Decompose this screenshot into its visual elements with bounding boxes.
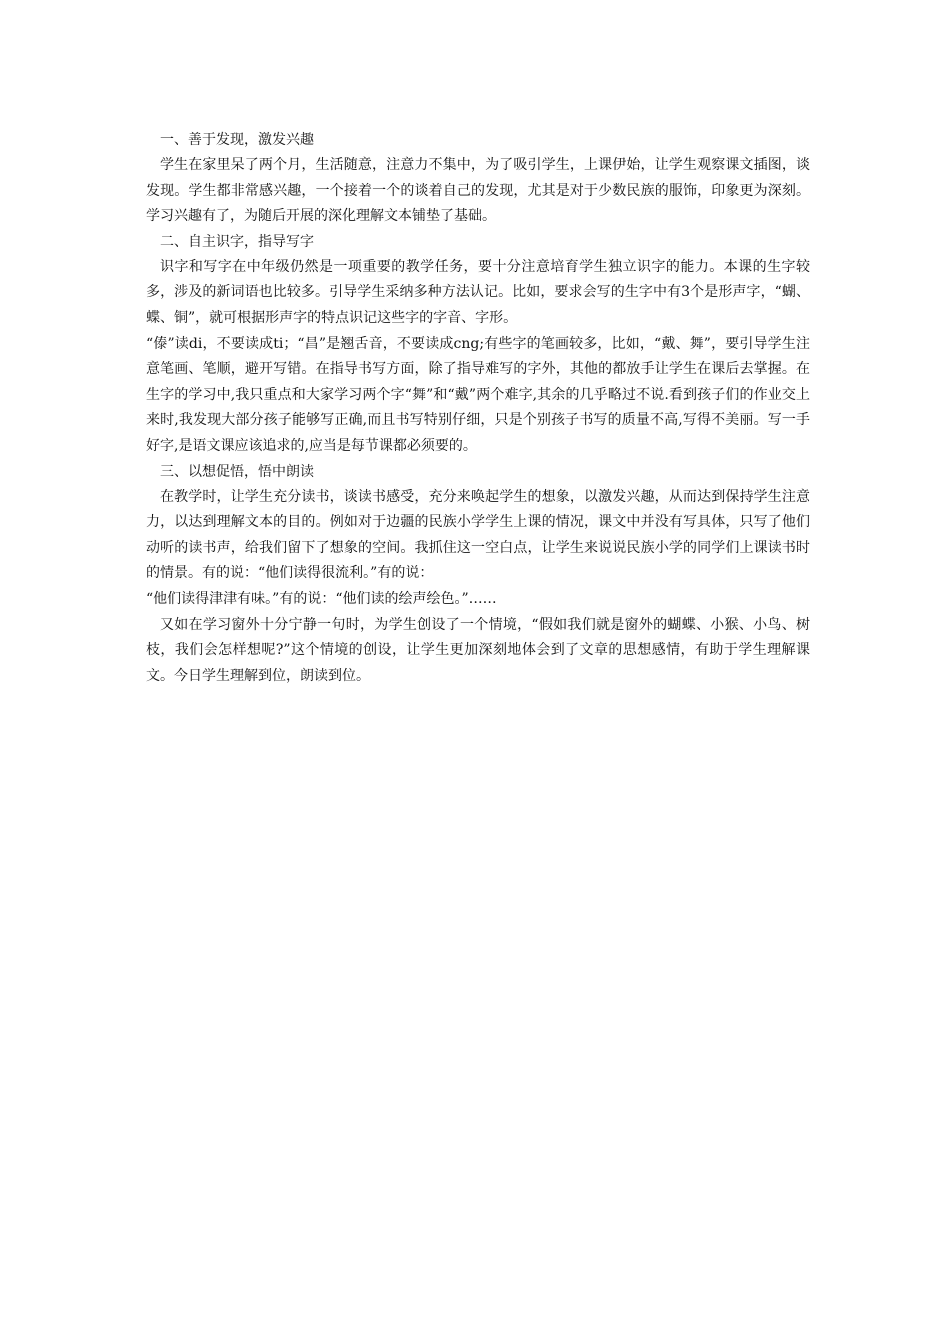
section-heading-2: 二、自主识字，指导写字 — [160, 233, 314, 250]
section-1-paragraph-1: 学生在家里呆了两个月，生活随意，注意力不集中，为了吸引学生，上课伊始，让学生观察课文插图，谈发现。学生都非常感兴趣，一个接着一个的谈着自己的发现，尤其是对于少数民族的服饰，印象更为深刻。学习兴趣有了，为随后开展的深化理解文本铺垫了基础。 — [146, 157, 810, 225]
section-heading-1: 一、善于发现，激发兴趣 — [160, 132, 314, 148]
section-3-paragraph-3: 又如在学习窗外十分宁静一句时，为学生创设了一个情境，“假如我们就是窗外的蝴蝶、小猴、小鸟、树枝，我们会怎样想呢?”这个情境的创设，让学生更加深刻地体会到了文章的思想感情，有助于学生理解课文。今日学生理解到位，朗读到位。 — [146, 616, 810, 684]
section-heading-3: 三、以想促悟，悟中朗读 — [160, 463, 314, 480]
section-2-paragraph-2: “傣”读di，不要读成ti；“昌”是翘舌音，不要读成cng;有些字的笔画较多，比如，“戴、舞”，要引导学生注意笔画、笔顺，避开写错。在指导书写方面，除了指导难写的字外，其他的都放手让学生在课后去掌握。在生字的学习中,我只重点和大家学习两个字“舞”和“戴”两个难字,其余的几乎略过不说.看到孩子们的作业交上来时,我发现大部分孩子能够写正确,而且书写特别仔细，只是个别孩子书写的质量不高,写得不美丽。写一手好字,是语文课应该追求的,应当是每节课都必须要的。 — [146, 335, 810, 454]
document-page — [146, 128, 810, 689]
section-3-paragraph-2: “他们读得津津有味。”有的说：“他们读的绘声绘色。”…… — [146, 590, 497, 607]
section-2-paragraph-1: 识字和写字在中年级仍然是一项重要的教学任务，要十分注意培育学生独立识字的能力。本课的生字较多，涉及的新词语也比较多。引导学生采纳多种方法认记。比如，要求会写的生字中有3个是形声字，“蝴、蝶、铜”，就可根据形声字的特点识记这些字的字音、字形。 — [146, 258, 810, 326]
section-3-paragraph-1: 在教学时，让学生充分读书，谈读书感受，充分来唤起学生的想象，以激发兴趣，从而达到保持学生注意力，以达到理解文本的目的。例如对于边疆的民族小学学生上课的情况，课文中并没有写具体，只写了他们动听的读书声，给我们留下了想象的空间。我抓住这一空白点，让学生来说说民族小学的同学们上课读书时的情景。有的说：“他们读得很流利。”有的说： — [146, 488, 810, 582]
